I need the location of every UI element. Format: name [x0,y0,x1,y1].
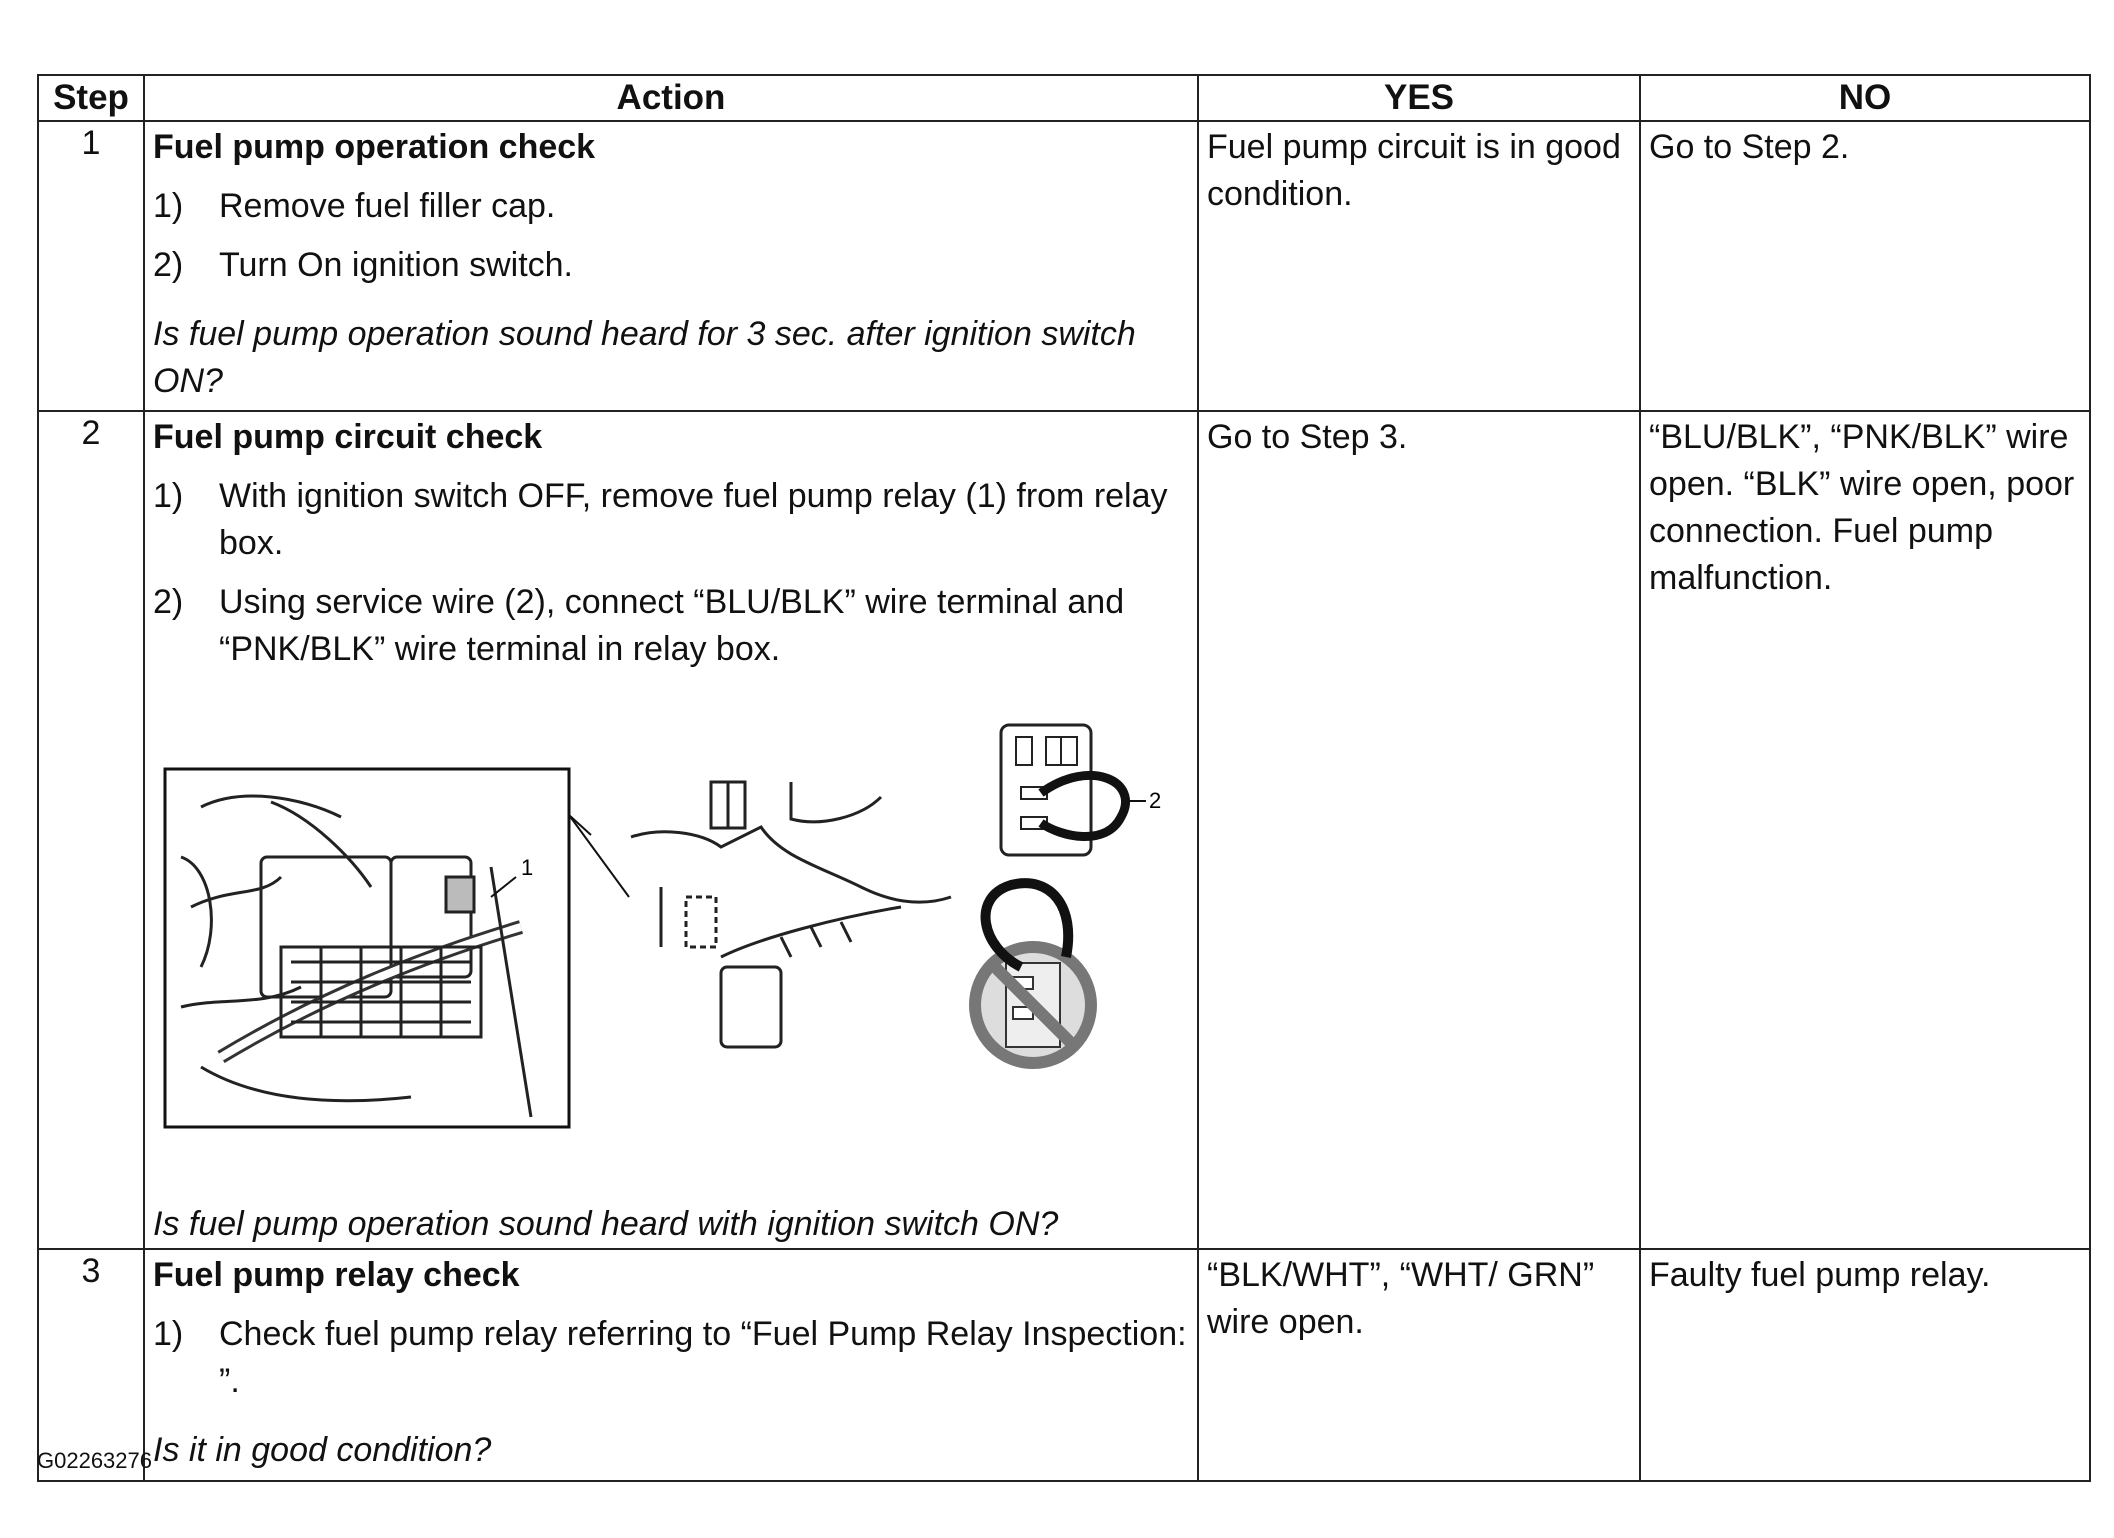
item-number: 2) [153,583,184,621]
table-header-row [38,75,2090,121]
action-title: Fuel pump circuit check [153,418,543,456]
table-row [38,411,2090,1249]
item-text: Turn On ignition switch. [219,246,573,284]
check-question: Is fuel pump operation sound heard with ignition switch ON? [153,1205,1059,1243]
figure-code: G02263276 [37,1448,152,1473]
no-result: Go to Step 2. [1640,121,2090,411]
list-item [153,1311,1189,1405]
no-result: “BLU/BLK”, “PNK/BLK” wire open. “BLK” wire open, poor connection. Fuel pump malfunction. [1640,411,2090,1249]
item-number: 1) [153,1315,184,1353]
action-title: Fuel pump relay check [153,1256,520,1294]
list-item [153,183,1189,230]
list-item [153,242,1189,289]
diagnostic-table [37,74,2091,1482]
check-question: Is fuel pump operation sound heard for 3 sec. after ignition switch ON? [153,315,1136,400]
action-cell [144,121,1198,411]
callout-1: 1 [521,855,534,880]
header-yes: YES [1198,75,1640,121]
item-number: 2) [153,246,184,284]
item-text: Check fuel pump relay referring to “Fuel Pump Relay Inspection: ”. [219,1315,1187,1400]
step-number: 1 [38,121,144,411]
callout-2: 2 [1149,788,1162,813]
item-number: 1) [153,187,184,225]
check-question: Is it in good condition? [153,1431,492,1469]
step-number: 3 [38,1249,144,1481]
relay-box-figure [153,707,1189,1201]
item-text: Remove fuel filler cap. [219,187,556,225]
relay-socket-jumped [1001,725,1126,855]
table-row [38,121,2090,411]
list-item [153,579,1189,673]
yes-result: Go to Step 3. [1198,411,1640,1249]
header-step: Step [38,75,144,121]
yes-result: “BLK/WHT”, “WHT/ GRN” wire open. [1198,1249,1640,1481]
header-action: Action [144,75,1198,121]
prohibited-connection-icon [975,883,1091,1063]
relay-box-illustration [161,707,1171,1201]
action-title: Fuel pump operation check [153,128,596,166]
yes-result: Fuel pump circuit is in good condition. [1198,121,1640,411]
item-text: Using service wire (2), connect “BLU/BLK” wire terminal and “PNK/BLK” wire terminal in relay box. [219,583,1125,668]
header-no: NO [1640,75,2090,121]
action-cell [144,411,1198,1249]
item-number: 1) [153,477,184,515]
item-text: With ignition switch OFF, remove fuel pump relay (1) from relay box. [219,477,1168,562]
step-number: 2 [38,411,144,1249]
dashboard-drawing [631,782,951,1047]
action-cell [144,1249,1198,1481]
list-item [153,473,1189,567]
no-result: Faulty fuel pump relay. [1640,1249,2090,1481]
table-row [38,1249,2090,1481]
